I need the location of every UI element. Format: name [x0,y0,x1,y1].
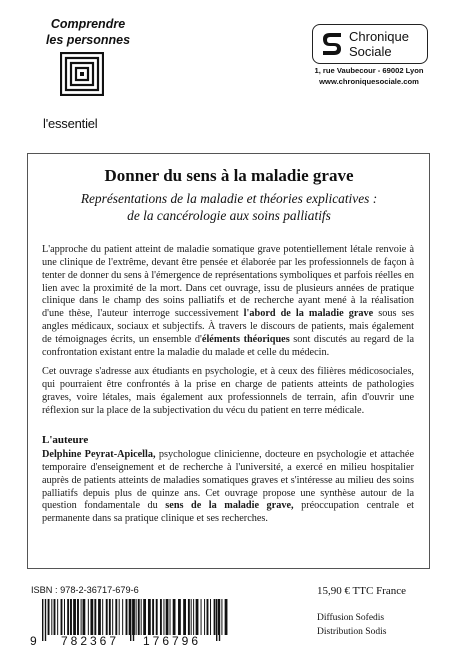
body-text: sont discutés au regard de la confrontation existant entre la maladie du malade et celle du médecin. [42,333,414,358]
description-paragraph-2 [42,366,414,417]
emphasis-text: l'abord de la maladie grave [243,308,374,320]
description-paragraph-1 [42,244,414,360]
series-title-line2: les personnes [45,33,131,47]
book-subtitle [36,190,422,224]
series-label: l'essentiel [43,116,98,131]
emphasis-text: sens de la maladie grave, [165,500,294,512]
barcode-right-digits: 176796 [142,634,202,647]
barcode-first-digit: 9 [30,634,37,647]
body-text: préoccupation centrale et permanente dans sa pratique clinique et ses recherches. [42,500,414,525]
book-subtitle-line1: Représentations de la maladie et théories explicatives : [80,191,378,206]
body-text: psychologue clinicienne, docteure en psychologie et attachée temporaire d'enseignement et de recherche à l'université, a exercé en milieu hospitalier auprès de patients atteints de maladies somatiques graves et s'intéresse au milieu des soins palliatifs depuis plus de quinze ans. Cet ouvrage propose une synthèse autour de la question fondamentale du [42,449,414,512]
emphasis-text: éléments théoriques [201,333,290,345]
author-paragraph [42,449,414,526]
publisher-icon [320,31,344,57]
publisher-name-line1: Chronique [349,29,409,44]
emphasis-text: Delphine Peyrat-Apicella, [42,449,156,460]
isbn: ISBN : 978-2-36717-679-6 [31,585,139,595]
distribution-line-1: Diffusion Sofedis [317,613,385,623]
body-text: sous ses angles médicaux, sociaux et subjectifs. À travers le discours de patients, mais également de témoignages écrits, un ensemble d' [42,308,415,345]
series-title-line1: Comprendre [50,17,126,31]
distribution-line-2: Distribution Sodis [317,627,387,637]
publisher-name [349,29,409,59]
series-title [38,16,138,48]
book-title: Donner du sens à la maladie grave [104,166,354,185]
publisher-address: 1, rue Vaubecour - 69002 Lyon [314,66,424,75]
price: 15,90 € TTC France [317,585,407,597]
author-heading: L'auteure [42,434,89,446]
publisher-logo [312,24,428,64]
publisher-name-line2: Sociale [349,44,392,59]
book-subtitle-line2: de la cancérologie aux soins palliatifs [127,208,331,223]
publisher-url: www.chroniquesociale.com [319,77,419,86]
body-text: L'approche du patient atteint de maladie somatique grave potentiellement létale renvoie à une clinique de l'extrême, devant être pensée et élaborée par les professionnels de façon à tenter de donner du sens à l'émergence de représentations symboliques et parfois réelles en lien avec la proximité de la mort. Dans cet ouvrage, issu de plusieurs années de pratique clinique dans le champ des soins palliatifs et de recherche ayant mené à la réalisation d'une thèse, l'auteur interroge successivement [42,244,414,320]
barcode [26,597,241,647]
body-text: Cet ouvrage s'adresse aux étudiants en psychologie, et à ceux des filières médicosociales, qui pourraient être confrontés à la prise en charge de patients atteints de pathologies graves, voire létales, mais également aux professionnels de terrain, afin d'ouvrir une réflexion sur la place de la subjectivation du vécu du patient en terre médicale. [42,366,414,416]
series-logo-icon [60,52,104,96]
barcode-left-digits: 782367 [60,634,120,647]
